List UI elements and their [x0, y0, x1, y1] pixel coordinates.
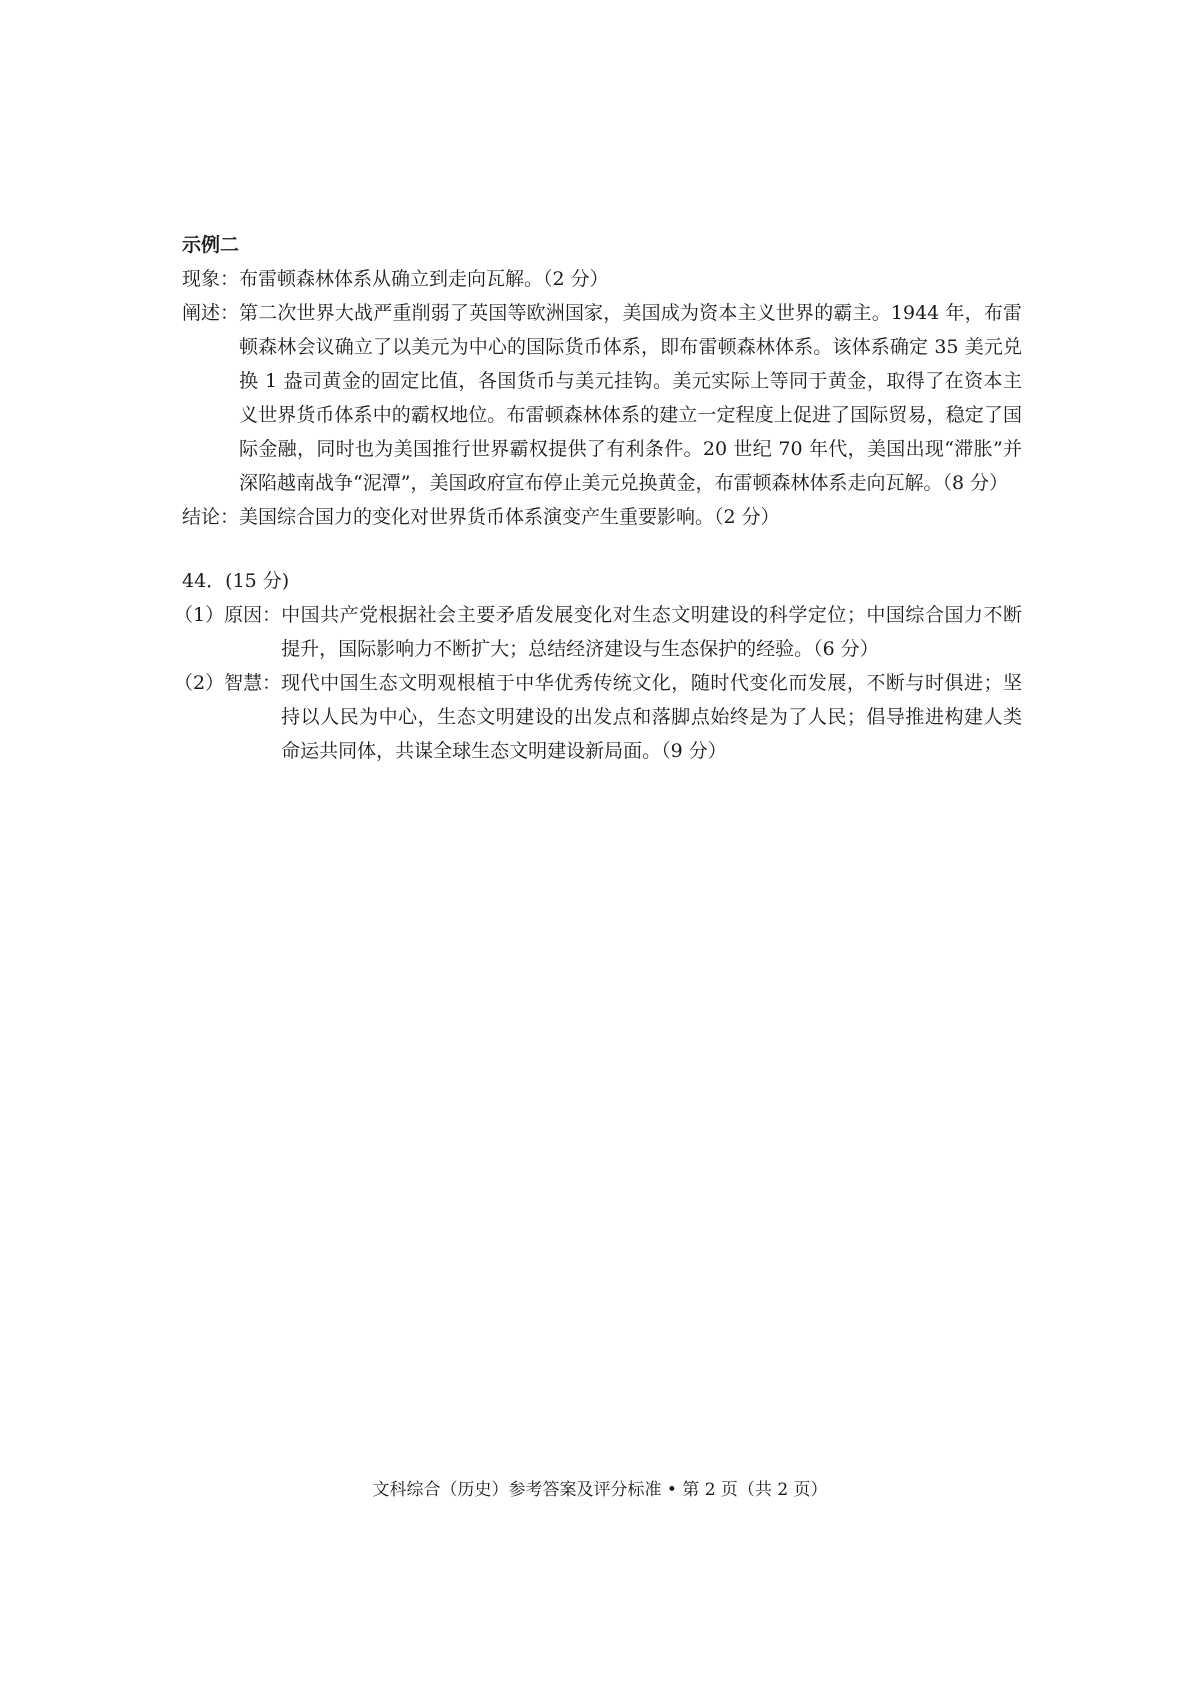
page-footer: 文科综合（历史）参考答案及评分标准 • 第 2 页（共 2 页） [372, 1480, 828, 1500]
elaboration-label: 阐述： [182, 302, 240, 324]
part-1-text: 中国共产党根据社会主要矛盾发展变化对生态文明建设的科学定位；中国综合国力不断提升，国际影响力不断扩大；总结经济建设与生态保护的经验。（6 分） [281, 604, 1022, 660]
question-part-1 [174, 598, 1022, 666]
conclusion-label: 结论： [182, 506, 240, 528]
answer-content [174, 228, 1022, 768]
part-1-label: （1）原因： [174, 604, 282, 626]
section-spacer [182, 534, 1022, 564]
phenomenon-text: 布雷顿森林体系从确立到走向瓦解。（2 分） [239, 268, 609, 290]
question-part-2 [174, 666, 1022, 768]
example-title: 示例二 [182, 234, 240, 256]
part-2-text: 现代中国生态文明观根植于中华优秀传统文化，随时代变化而发展，不断与时俱进；坚持以人民为中心，生态文明建设的出发点和落脚点始终是为了人民；倡导推进构建人类命运共同体，共谋全球生态文明建设新局面。（9 分） [281, 672, 1022, 762]
question-heading: 44．(15 分) [182, 570, 290, 592]
phenomenon-entry [182, 262, 1022, 296]
part-2-label: （2）智慧： [174, 672, 282, 694]
conclusion-text: 美国综合国力的变化对世界货币体系演变产生重要影响。（2 分） [239, 506, 780, 528]
conclusion-entry [182, 500, 1022, 534]
elaboration-text: 第二次世界大战严重削弱了英国等欧洲国家，美国成为资本主义世界的霸主。1944 年，布雷顿森林会议确立了以美元为中心的国际货币体系，即布雷顿森林体系。该体系确定 35 美元兑换 1 盎司黄金的固定比值，各国货币与美元挂钩。美元实际上等同于黄金，取得了在资本主义世界货币体系中的霸权地位。布雷顿森林体系的建立一定程度上促进了国际贸易，稳定了国际金融，同时也为美国推行世界霸权提供了有利条件。20 世纪 70 年代，美国出现“滞胀”并深陷越南战争“泥潭”，美国政府宣布停止美元兑换黄金，布雷顿森林体系走向瓦解。（8 分） [239, 302, 1022, 494]
elaboration-entry [182, 296, 1022, 500]
phenomenon-label: 现象： [182, 268, 240, 290]
